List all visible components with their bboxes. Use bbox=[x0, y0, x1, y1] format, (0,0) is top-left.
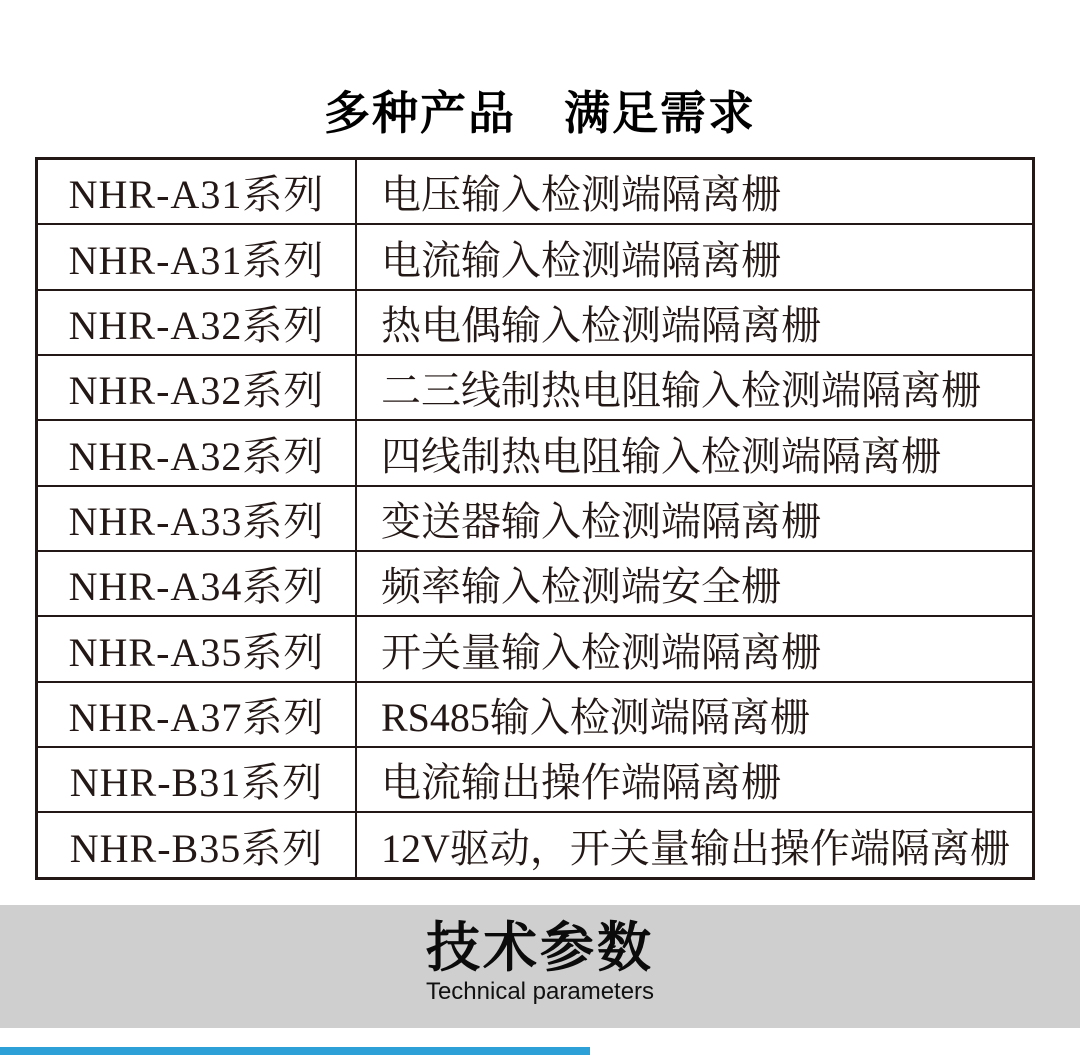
product-cell: 频率输入检测端安全栅 bbox=[356, 551, 1034, 616]
product-cell: 电流输入检测端隔离栅 bbox=[356, 224, 1034, 289]
product-cell: 电压输入检测端隔离栅 bbox=[356, 159, 1034, 225]
table-row bbox=[37, 159, 1034, 225]
banner-subtitle: Technical parameters bbox=[425, 978, 655, 1006]
bottom-accent-bar bbox=[0, 1047, 590, 1055]
product-series-table bbox=[35, 157, 1035, 880]
table-row bbox=[37, 682, 1034, 747]
tech-params-banner bbox=[0, 905, 1080, 1028]
series-cell: NHR-A31系列 bbox=[37, 159, 357, 225]
table-row bbox=[37, 812, 1034, 878]
series-cell: NHR-A31系列 bbox=[37, 224, 357, 289]
product-cell: 变送器输入检测端隔离栅 bbox=[356, 486, 1034, 551]
product-cell: 12V驱动，开关量输出操作端隔离栅 bbox=[356, 812, 1034, 878]
product-cell: 二三线制热电阻输入检测端隔离栅 bbox=[356, 355, 1034, 420]
series-cell: NHR-B31系列 bbox=[37, 747, 357, 812]
page-title: 多种产品 满足需求 bbox=[324, 86, 756, 139]
table-row bbox=[37, 486, 1034, 551]
series-cell: NHR-A32系列 bbox=[37, 420, 357, 485]
product-cell: 热电偶输入检测端隔离栅 bbox=[356, 290, 1034, 355]
product-cell: RS485输入检测端隔离栅 bbox=[356, 682, 1034, 747]
series-cell: NHR-A32系列 bbox=[37, 290, 357, 355]
table-row bbox=[37, 290, 1034, 355]
table-row bbox=[37, 224, 1034, 289]
table-row bbox=[37, 551, 1034, 616]
series-cell: NHR-A34系列 bbox=[37, 551, 357, 616]
series-cell: NHR-A37系列 bbox=[37, 682, 357, 747]
product-cell: 电流输出操作端隔离栅 bbox=[356, 747, 1034, 812]
product-cell: 开关量输入检测端隔离栅 bbox=[356, 616, 1034, 681]
series-cell: NHR-A35系列 bbox=[37, 616, 357, 681]
series-cell: NHR-A33系列 bbox=[37, 486, 357, 551]
series-cell: NHR-A32系列 bbox=[37, 355, 357, 420]
table-row bbox=[37, 355, 1034, 420]
banner-title: 技术参数 bbox=[426, 918, 654, 978]
series-cell: NHR-B35系列 bbox=[37, 812, 357, 878]
product-cell: 四线制热电阻输入检测端隔离栅 bbox=[356, 420, 1034, 485]
table-row bbox=[37, 420, 1034, 485]
table-row bbox=[37, 747, 1034, 812]
table-row bbox=[37, 616, 1034, 681]
